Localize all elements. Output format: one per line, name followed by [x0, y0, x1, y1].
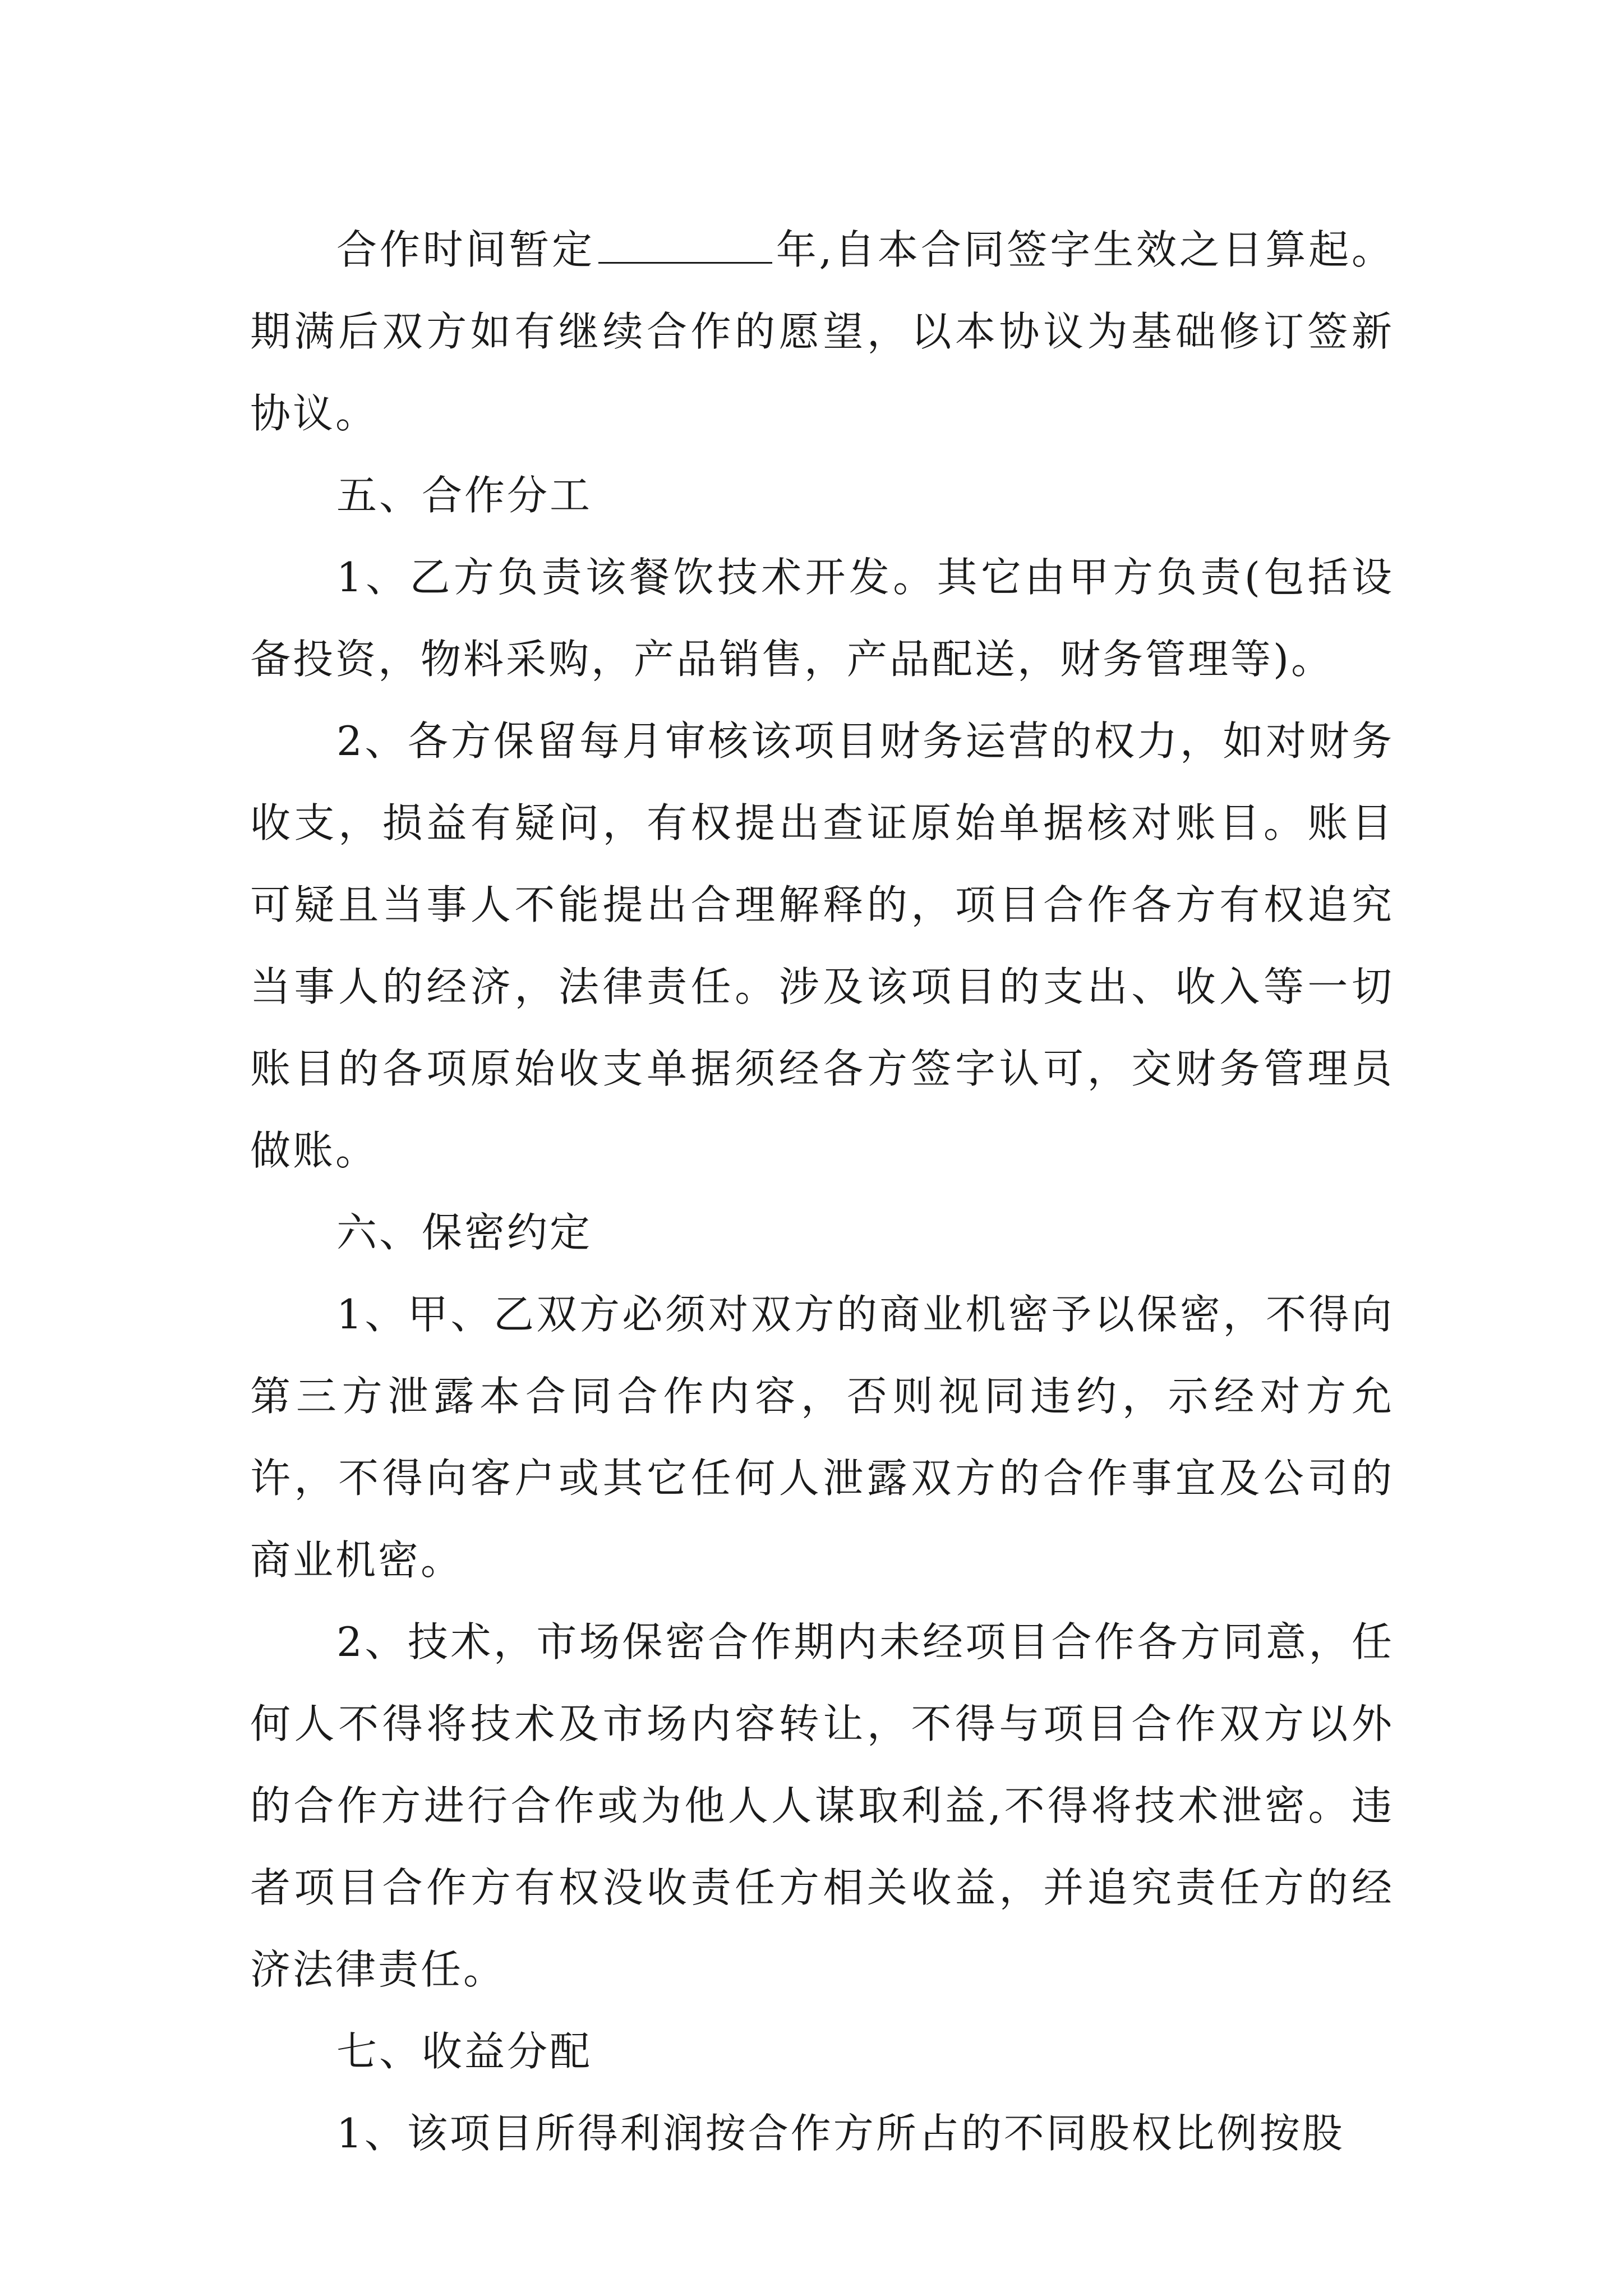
section-7-item-1: 1、该项目所得利润按合作方所占的不同股权比例按股: [336, 2110, 1345, 2157]
section-6-item-1: 1、甲、乙双方必须对双方的商业机密予以保密，不得向第三方泄露本合同合作内容，否则视同违约，示经对方允许，不得向客户或其它任何人泄露双方的合作事宜及公司的商业机密。: [250, 1291, 1394, 1584]
section-5-item-1: 1、乙方负责该餐饮技术开发。其它由甲方负责(包括设备投资，物料采购，产品销售，产品配送，财务管理等)。: [250, 554, 1394, 683]
document-body: [250, 209, 1394, 2174]
cooperation-term-text-end: 年,自本合同签字生效之日算起。期满后双方如有继续合作的愿望，以本协议为基础修订签新协议。: [250, 226, 1394, 437]
cooperation-years-blank: [598, 228, 772, 264]
section-6-heading: 六、保密约定: [336, 1209, 593, 1256]
section-6-item-2: 2、技术，市场保密合作期内未经项目合作各方同意，任何人不得将技术及市场内容转让，不得与项目合作双方以外的合作方进行合作或为他人人谋取利益,不得将技术泄密。违者项目合作方有权没收责任方相关收益，并追究责任方的经济法律责任。: [250, 1618, 1394, 1993]
section-5-item-2: 2、各方保留每月审核该项目财务运营的权力，如对财务收支，损益有疑问，有权提出查证原始单据核对账目。账目可疑且当事人不能提出合理解释的，项目合作各方有权追究当事人的经济，法律责任。涉及该项目的支出、收入等一切账目的各项原始收支单据须经各方签字认可，交财务管理员做账。: [250, 717, 1394, 1174]
cooperation-term-text-start: 合作时间暂定: [336, 226, 595, 273]
paragraph-cooperation-term: [250, 209, 1394, 454]
section-5-heading: 五、合作分工: [336, 472, 593, 519]
section-7-heading: 七、收益分配: [336, 2028, 593, 2075]
